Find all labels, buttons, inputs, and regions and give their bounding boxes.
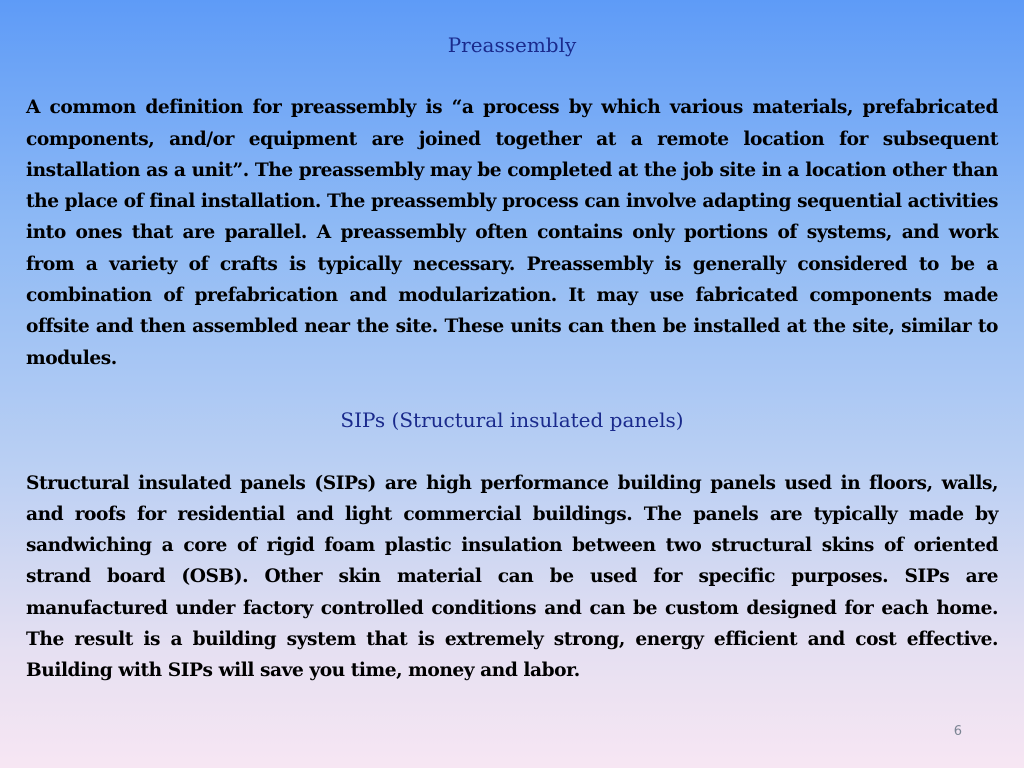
sips-heading: SIPs (Structural insulated panels)	[340, 408, 684, 433]
spacer	[26, 374, 998, 405]
preassembly-heading: Preassembly	[447, 33, 577, 57]
slide-content	[26, 30, 998, 687]
page-number: 6	[953, 724, 962, 739]
spacer	[26, 61, 998, 92]
preassembly-paragraph: A common definition for preassembly is “a process by which various materials, prefabricated components, and/or equipment are joined together at a remote location for subsequent installation as a unit”. The preassembly may be completed at the job site in a location other than the place of final installation. The preassembly process can involve adapting sequential activities into ones that are parallel. A preassembly often contains only portions of systems, and work from a variety of crafts is typically necessary. Preassembly is generally considered to be a combination of prefabrication and modularization. It may use fabricated components made offsite and then assembled near the site. These units can then be installed at the site, similar to modules.	[26, 97, 998, 369]
sips-paragraph: Structural insulated panels (SIPs) are high performance building panels used in floors, walls, and roofs for residential and light commercial buildings. The panels are typically made by sandwiching a core of rigid foam plastic insulation between two structural skins of oriented strand board (OSB). Other skin material can be used for specific purposes. SIPs are manufactured under factory controlled conditions and can be custom designed for each home. The result is a building system that is extremely strong, energy efficient and cost effective. Building with SIPs will save you time, money and labor.	[26, 472, 998, 682]
spacer	[26, 436, 998, 467]
